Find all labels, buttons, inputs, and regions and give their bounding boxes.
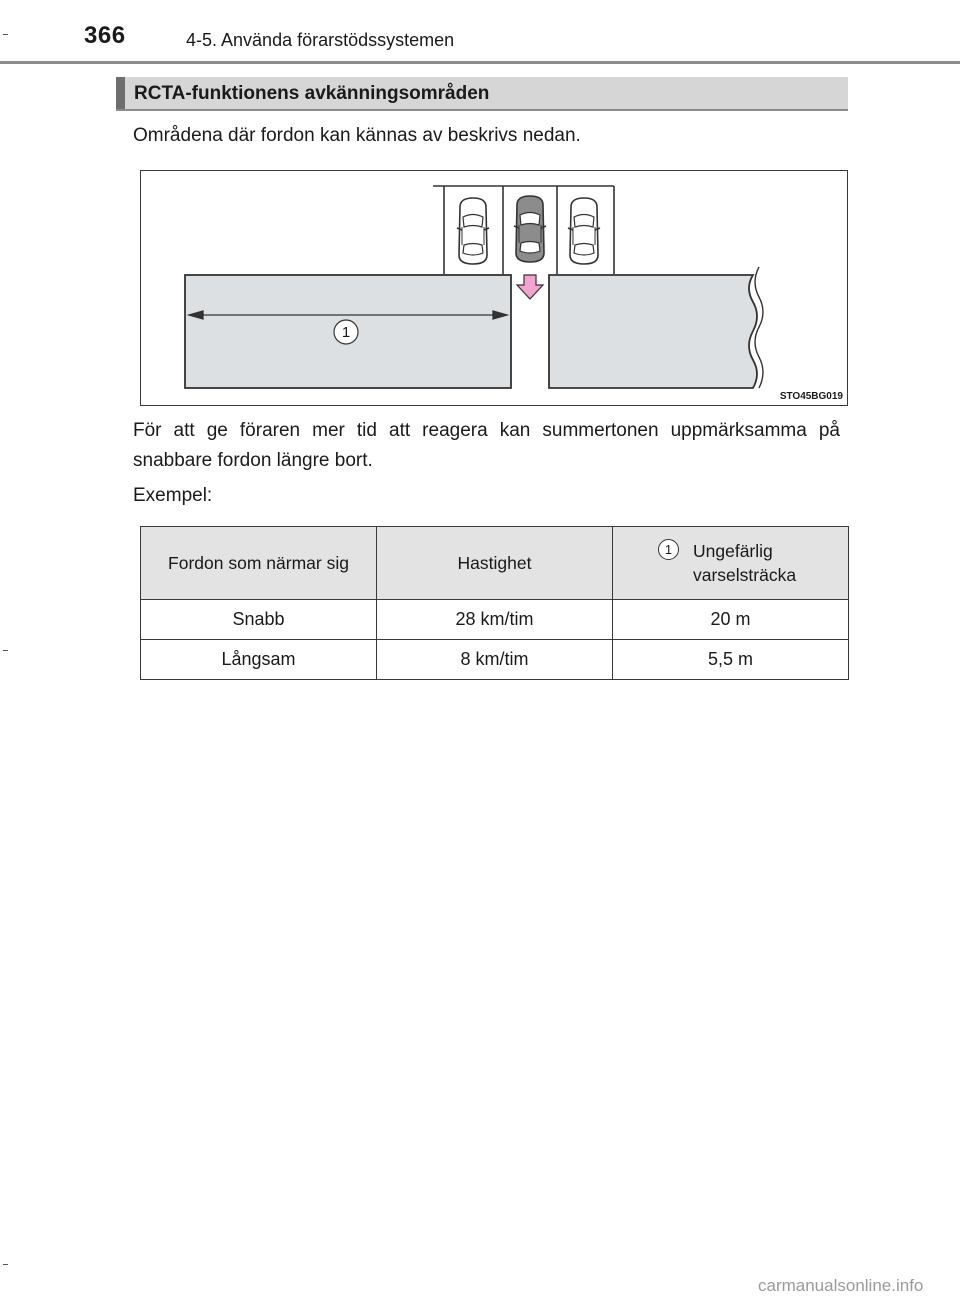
header-rule	[0, 61, 960, 64]
label-1-badge: 1	[658, 539, 679, 560]
right-detection-zone	[549, 275, 757, 388]
cell-distance: 5,5 m	[613, 640, 849, 680]
detection-area-diagram	[141, 171, 849, 407]
section-heading-bar	[116, 77, 125, 109]
table-row	[141, 640, 849, 680]
header-speed: Hastighet	[377, 527, 613, 600]
section-title: RCTA-funktionens avkänningsområden	[134, 83, 490, 104]
cell-vehicle: Långsam	[141, 640, 377, 680]
label-1-text: 1	[341, 324, 351, 341]
header-vehicle: Fordon som närmar sig	[141, 527, 377, 600]
watermark: carmanualsonline.info	[758, 1276, 924, 1295]
intro-paragraph: Områdena där fordon kan kännas av beskrivs nedan.	[133, 125, 581, 146]
table-header-row	[141, 527, 849, 600]
header-distance-line2: varselsträcka	[693, 565, 797, 585]
header-distance	[613, 527, 849, 600]
parked-car-icon	[568, 198, 600, 264]
reversing-arrow-icon	[517, 275, 543, 299]
table-row	[141, 600, 849, 640]
crop-mark	[3, 650, 8, 651]
cell-vehicle: Snabb	[141, 600, 377, 640]
parked-car-icon	[457, 198, 489, 264]
crop-mark	[3, 34, 8, 35]
cell-distance: 20 m	[613, 600, 849, 640]
speed-paragraph: För att ge föraren mer tid att reagera kan summertonen uppmärksamma på snabbare fordon längre bort.	[133, 420, 840, 471]
figure-code: STO45BG019	[779, 391, 843, 402]
section-heading	[116, 77, 848, 111]
cell-speed: 28 km/tim	[377, 600, 613, 640]
example-label: Exempel:	[133, 485, 213, 506]
crop-mark	[3, 1264, 8, 1265]
own-car-icon	[514, 196, 546, 262]
header-distance-line1: Ungefärlig	[693, 541, 773, 561]
chapter-title: 4-5. Använda förarstödssystemen	[186, 30, 455, 50]
page-number: 366	[84, 22, 126, 49]
cell-speed: 8 km/tim	[377, 640, 613, 680]
detection-area-figure	[140, 170, 848, 406]
example-table	[140, 526, 849, 680]
